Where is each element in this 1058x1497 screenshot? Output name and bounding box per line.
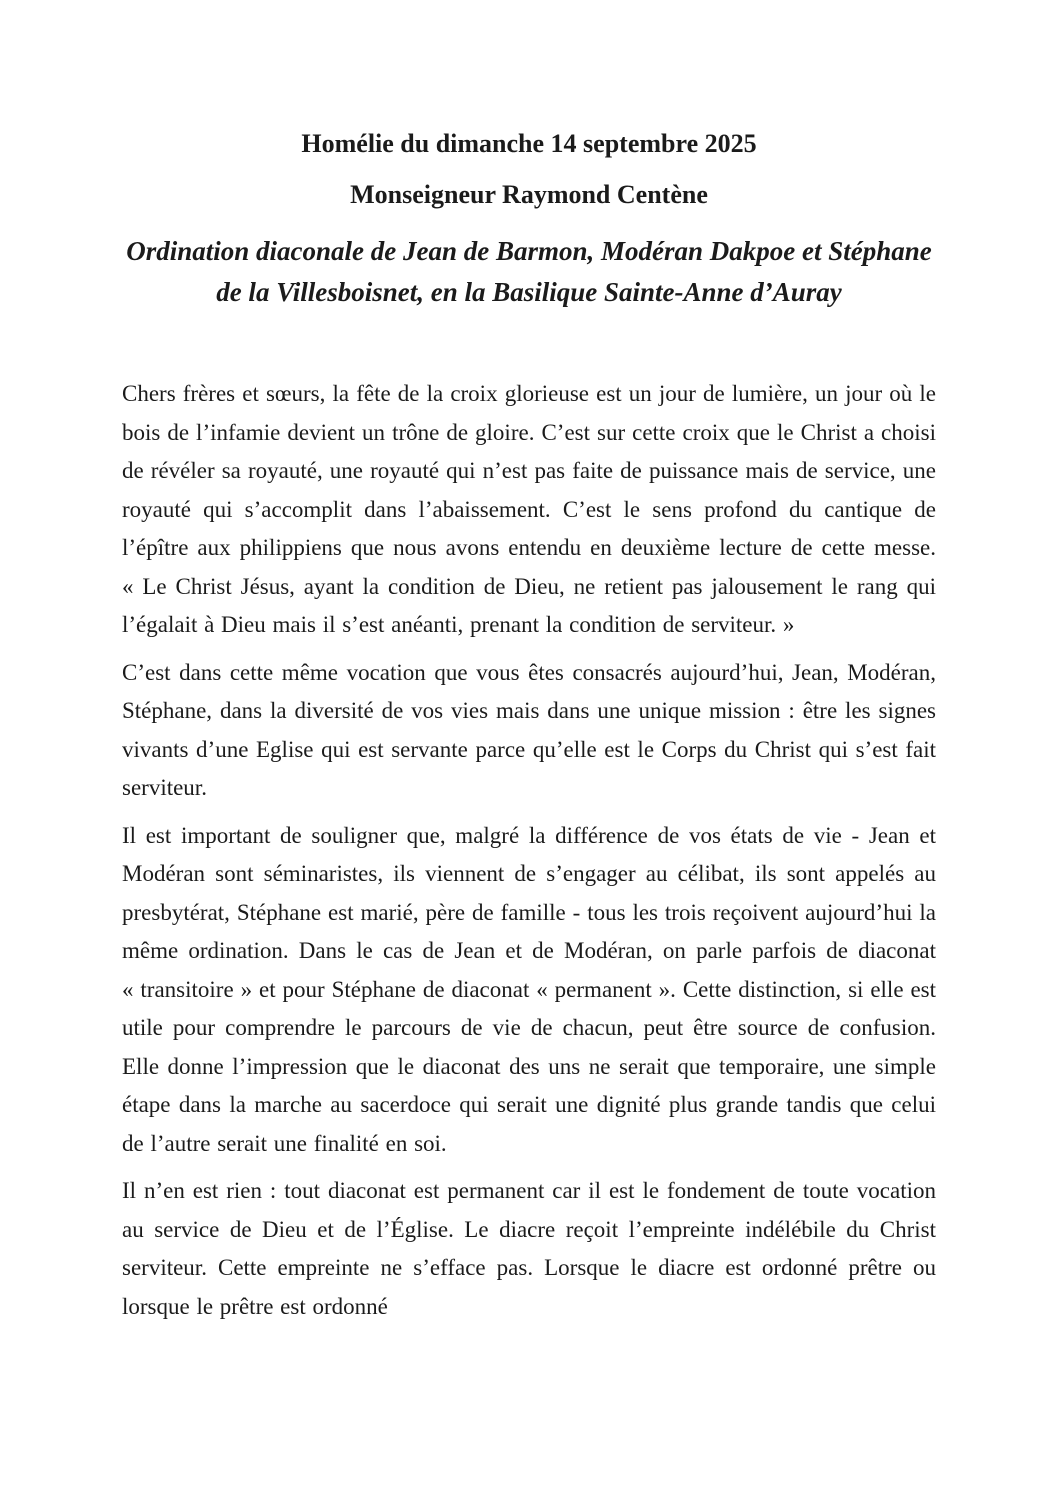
document-body — [122, 375, 936, 1326]
body-paragraph: Chers frères et sœurs, la fête de la croix glorieuse est un jour de lumière, un jour où le bois de l’infamie devient un trône de gloire. C’est sur cette croix que le Christ a choisi de révéler sa royauté, une royauté qui n’est pas faite de puissance mais de service, une royauté qui s’accomplit dans l’abaissement. C’est le sens profond du cantique de l’épître aux philippiens que nous avons entendu en deuxième lecture de cette messe. « Le Christ Jésus, ayant la condition de Dieu, ne retient pas jalousement le rang qui l’égalait à Dieu mais il s’est anéanti, prenant la condition de serviteur. » — [122, 381, 936, 637]
document-author: Monseigneur Raymond Centène — [350, 180, 708, 209]
body-paragraph: C’est dans cette même vocation que vous êtes consacrés aujourd’hui, Jean, Modéran, Stéphane, dans la diversité de vos vies mais dans une unique mission : être les signes vivants d’une Eglise qui est servante parce qu’elle est le Corps du Christ qui s’est fait serviteur. — [122, 659, 936, 800]
body-paragraph: Il n’en est rien : tout diaconat est permanent car il est le fondement de toute vocation au service de Dieu et de l’Église. Le diacre reçoit l’empreinte indélébile du Christ serviteur. Cette empreinte ne s’efface pas. Lorsque le diacre est ordonné prêtre ou lorsque le prêtre est ordonné — [122, 1178, 936, 1319]
document-title: Homélie du dimanche 14 septembre 2025 — [301, 129, 757, 158]
body-paragraph: Il est important de souligner que, malgré la différence de vos états de vie - Jean et Modéran sont séminaristes, ils viennent de s’engager au célibat, ils sont appelés au presbytérat, Stéphane est marié, père de famille - tous les trois reçoivent aujourd’hui la même ordination. Dans le cas de Jean et de Modéran, on parle parfois de diaconat « transitoire » et pour Stéphane de diaconat « permanent ». Cette distinction, si elle est utile pour comprendre le parcours de vie de chacun, peut être source de confusion. Elle donne l’impression que le diaconat des uns ne serait que temporaire, une simple étape dans la marche au sacerdoce qui serait une dignité plus grande tandis que celui de l’autre serait une finalité en soi. — [122, 822, 936, 1156]
document-subtitle: Ordination diaconale de Jean de Barmon, Modéran Dakpoe et Stéphane de la Villesboisnet, en la Basilique Sainte-Anne d’Auray — [126, 236, 932, 307]
